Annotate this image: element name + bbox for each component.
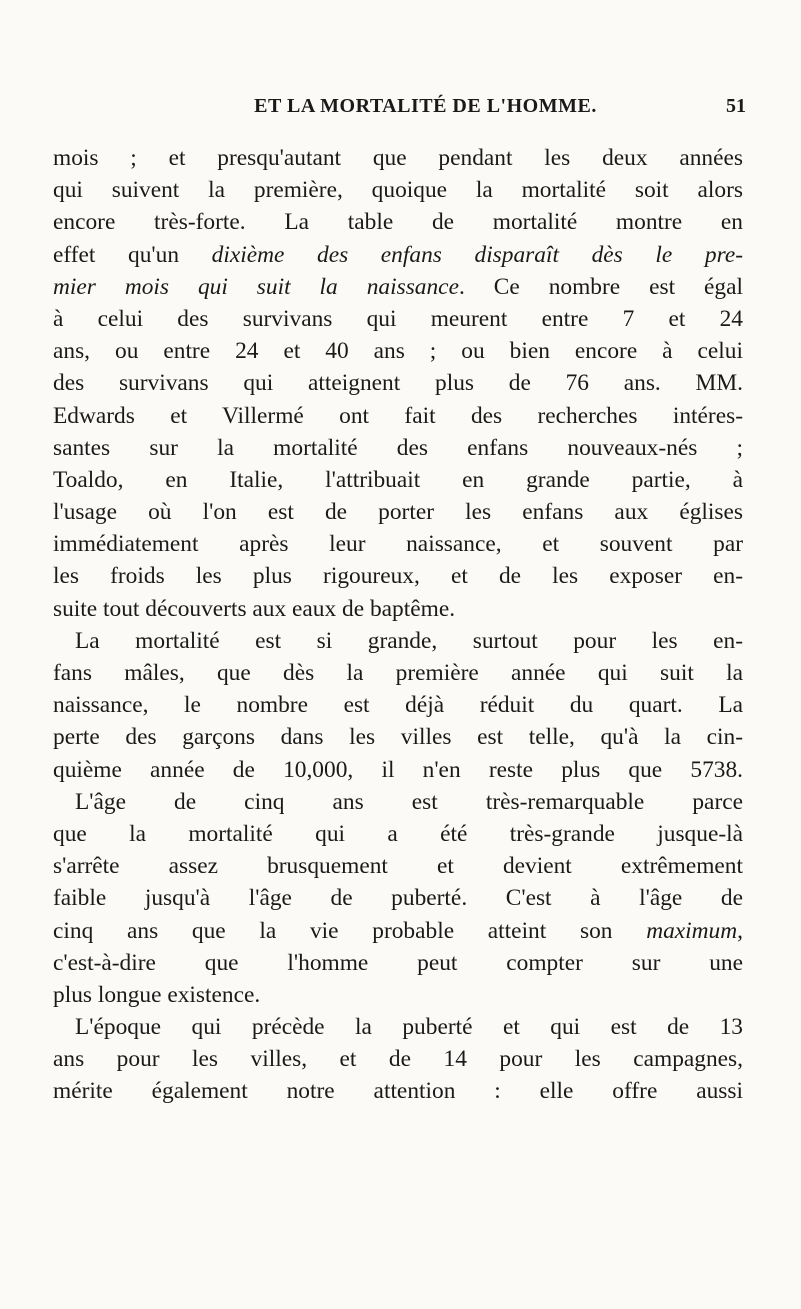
text-segment: à celui des survivans qui meurent entre 7 et 24 bbox=[53, 305, 743, 332]
text-segment: plus longue existence. bbox=[53, 981, 261, 1008]
text-segment: fans mâles, que dès la première année qui suit la bbox=[53, 660, 743, 686]
text-segment: qui suivent la première, quoique la mortalité soit alors bbox=[53, 177, 743, 204]
text-segment: encore très-forte. La table de mortalité montre en bbox=[53, 209, 743, 236]
text-segment: effet qu'un bbox=[53, 241, 212, 268]
page-number: 51 bbox=[726, 95, 746, 117]
text-segment: s'arrête assez brusquement et devient extrêmement bbox=[53, 853, 743, 880]
text-segment: des survivans qui atteignent plus de 76 ans. MM. bbox=[53, 370, 743, 397]
text-segment: mérite également notre attention : elle offre aussi bbox=[53, 1078, 743, 1105]
text-segment: L'âge de cinq ans est très-remarquable parce bbox=[75, 788, 743, 815]
text-line bbox=[53, 786, 743, 818]
text-line bbox=[53, 271, 743, 303]
text-segment: mois ; et presqu'autant que pendant les deux années bbox=[53, 145, 743, 171]
text-segment: santes sur la mortalité des enfans nouveaux-nés ; bbox=[53, 434, 743, 461]
text-segment: l'usage où l'on est de porter les enfans aux églises bbox=[53, 499, 743, 526]
text-line bbox=[53, 206, 743, 238]
text-line bbox=[53, 400, 743, 432]
text-segment: c'est-à-dire que l'homme peut compter sur une bbox=[53, 949, 743, 976]
text-line bbox=[53, 560, 743, 592]
text-line bbox=[53, 432, 743, 464]
text-line bbox=[53, 335, 743, 367]
text-segment: La mortalité est si grande, surtout pour les en- bbox=[75, 627, 743, 654]
text-segment: faible jusqu'à l'âge de puberté. C'est à l'âge de bbox=[53, 885, 743, 912]
text-line bbox=[53, 367, 743, 399]
text-segment: L'époque qui précède la puberté et qui est de 13 bbox=[75, 1014, 743, 1041]
text-segment: . Ce nombre est égal bbox=[458, 273, 743, 300]
text-line bbox=[53, 818, 743, 850]
text-segment: naissance, le nombre est déjà réduit du quart. La bbox=[53, 692, 743, 719]
running-title: ET LA MORTALITÉ DE L'HOMME. bbox=[254, 95, 597, 117]
text-segment: , bbox=[737, 917, 743, 944]
text-segment: Edwards et Villermé ont fait des recherches intéres- bbox=[53, 402, 743, 429]
text-line bbox=[53, 657, 743, 689]
text-line bbox=[53, 915, 743, 947]
text-line bbox=[53, 882, 743, 914]
text-line bbox=[53, 528, 743, 560]
italic-text-segment: dixième des enfans disparaît dès le pre- bbox=[211, 241, 743, 268]
text-segment: cinq ans que la vie probable atteint son bbox=[53, 917, 647, 944]
text-line bbox=[53, 721, 743, 753]
italic-text-segment: maximum bbox=[646, 917, 738, 944]
text-segment: ans, ou entre 24 et 40 ans ; ou bien encore à celui bbox=[53, 338, 743, 365]
page-header bbox=[105, 95, 746, 125]
text-segment: Toaldo, en Italie, l'attribuait en grande partie, à bbox=[53, 466, 743, 493]
text-line bbox=[53, 174, 743, 206]
text-line bbox=[53, 1011, 743, 1043]
text-line bbox=[53, 142, 743, 174]
text-segment: ans pour les villes, et de 14 pour les campagnes, bbox=[53, 1046, 743, 1073]
text-segment: que la mortalité qui a été très-grande jusque-là bbox=[53, 820, 743, 847]
italic-text-segment: mier mois qui suit la naissance bbox=[53, 273, 459, 300]
text-line bbox=[53, 303, 743, 335]
text-line bbox=[53, 1075, 743, 1107]
text-line bbox=[53, 496, 743, 528]
text-line bbox=[53, 1043, 743, 1075]
text-segment: les froids les plus rigoureux, et de les exposer en- bbox=[53, 563, 743, 590]
text-line bbox=[53, 464, 743, 496]
text-line bbox=[53, 625, 743, 657]
text-line bbox=[53, 593, 743, 625]
text-line bbox=[53, 689, 743, 721]
text-segment: quième année de 10,000, il n'en reste plus que 5738. bbox=[53, 756, 743, 783]
body-text bbox=[53, 142, 743, 1108]
text-line bbox=[53, 850, 743, 882]
text-line bbox=[53, 239, 743, 271]
text-segment: perte des garçons dans les villes est telle, qu'à la cin- bbox=[53, 724, 743, 751]
text-line bbox=[53, 947, 743, 979]
text-segment: suite tout découverts aux eaux de baptême. bbox=[53, 595, 456, 622]
text-segment: immédiatement après leur naissance, et souvent par bbox=[53, 531, 743, 558]
text-line bbox=[53, 979, 743, 1011]
text-line bbox=[53, 754, 743, 786]
